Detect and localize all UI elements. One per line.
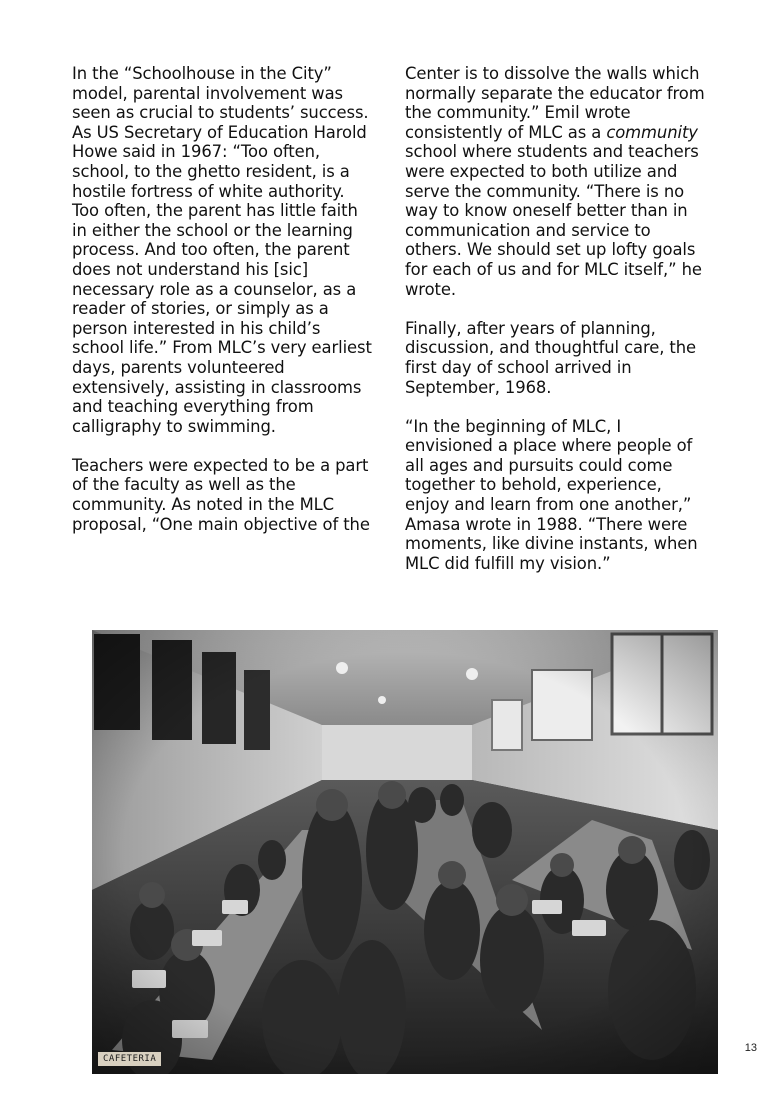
paragraph: “In the beginning of MLC, I envisioned a place where people of all ages and pursuits could come together to behold, experience, enjoy and learn from one another,” Amasa wrote in 1988. “There were moments, like divine instants, when MLC did fulfill my vision.” [405,416,698,573]
paragraph: Teachers were expected to be a part of the faculty as well as the community. As noted in the MLC proposal, “One main objective of the [72,455,370,534]
photo-label-tag: CAFETERIA [98,1052,161,1066]
paragraph: In the “Schoolhouse in the City” model, parental involvement was seen as crucial to students’ success. As US Secretary of Education Harold Howe said in 1967: “Too often, school, to the ghetto resident, is a hostile fortress of white authority. Too often, the parent has little faith in either the school or the learning process. And too often, the parent does not understand his [sic] necessary role as a counselor, as a reader of stories, or simply as a person interested in his child’s school life.” From MLC’s very earliest days, parents volunteered extensively, assisting in classrooms and teaching everything from calligraphy to swimming. [72,64,372,436]
paragraph [405,64,705,299]
text-column-right [405,64,705,593]
page-number: 13 [744,1042,757,1054]
photo-illustration [92,630,718,1074]
cafeteria-photograph [92,630,718,1074]
emphasis-text: community [606,122,698,142]
text-run: school where students and teachers were expected to both utilize and serve the community. “There is no way to know oneself better than in communication and service to others. We should set up lofty goals for each of us and for MLC itself,” he wrote. [405,142,702,299]
text-run: Center is to dissolve the walls which normally separate the educator from the community.” Emil wrote consistently of MLC as a [405,64,705,142]
text-column-left [72,64,372,554]
paragraph: Finally, after years of planning, discussion, and thoughtful care, the first day of school arrived in September, 1968. [405,318,697,397]
